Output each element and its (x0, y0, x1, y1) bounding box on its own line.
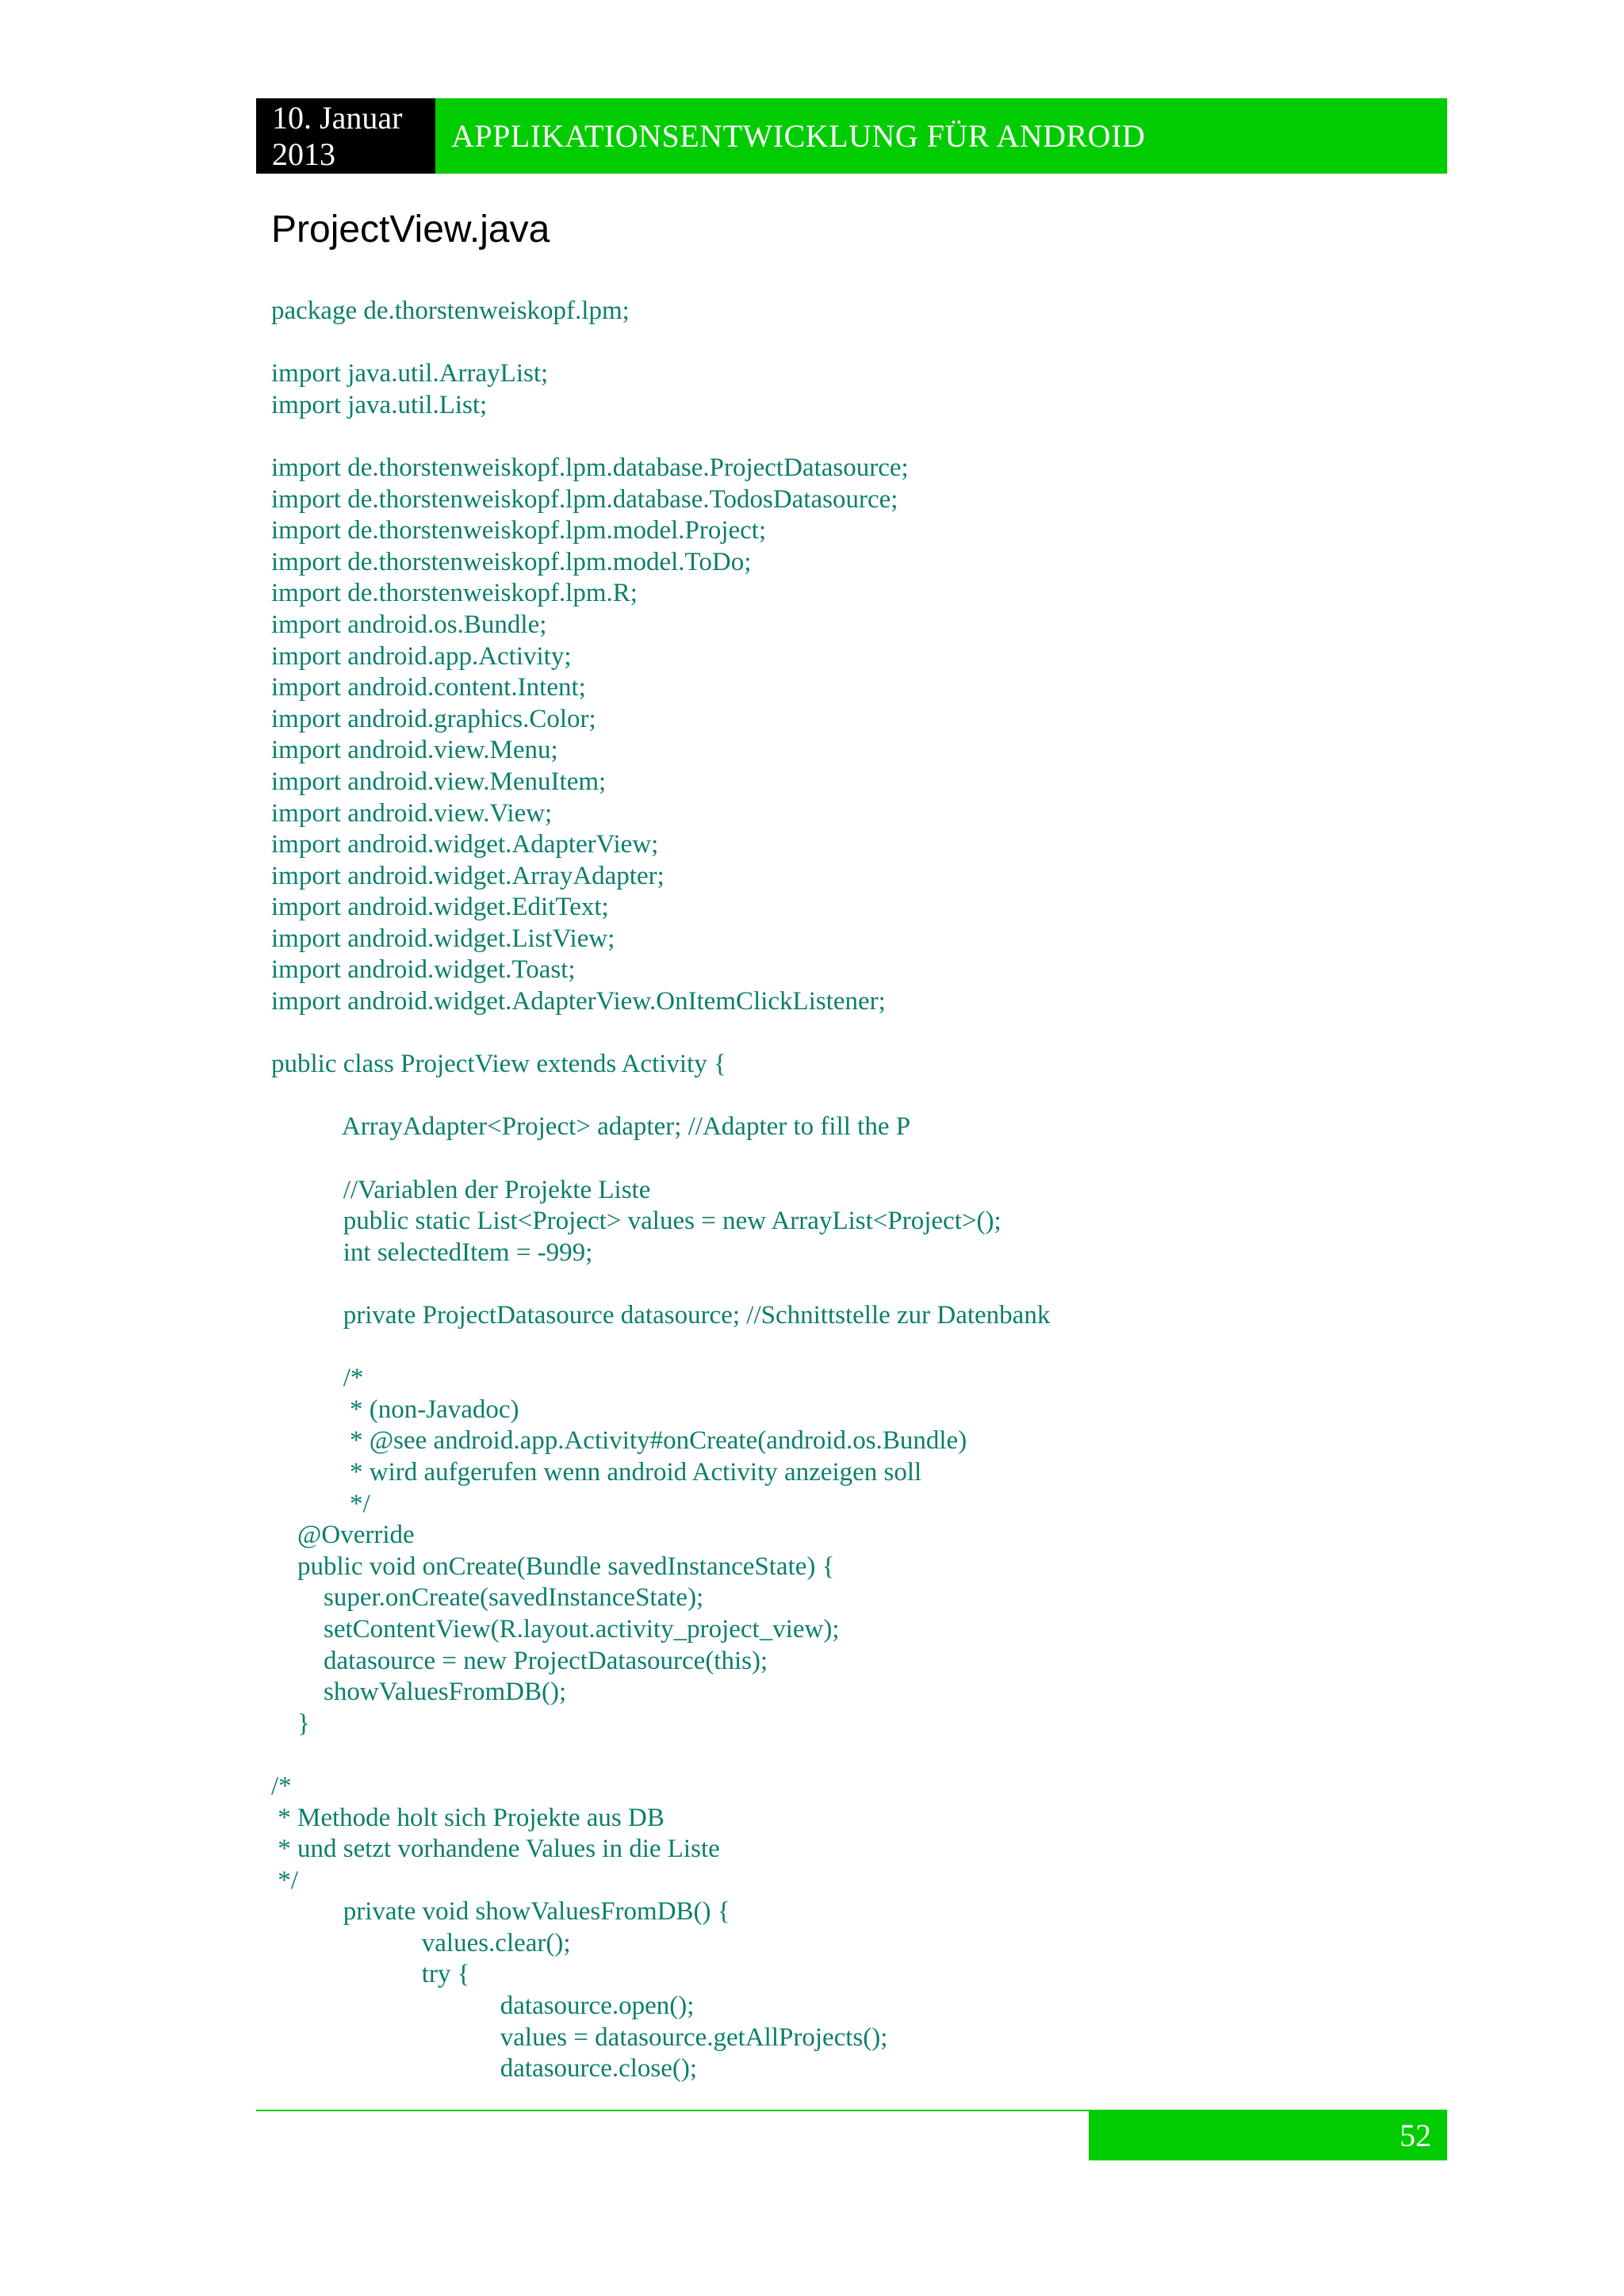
code-line (271, 327, 1050, 359)
code-line: * wird aufgerufen wenn android Activity anzeigen soll (271, 1457, 922, 1487)
code-line: import de.thorstenweiskopf.lpm.model.ToDo; (271, 547, 752, 576)
code-line: import android.view.Menu; (271, 736, 558, 765)
code-line: import java.util.List; (271, 390, 488, 419)
code-line: @Override (271, 1521, 415, 1550)
code-line: * Methode holt sich Projekte aus DB (271, 1803, 665, 1832)
code-line: import android.view.MenuItem; (271, 767, 607, 796)
code-line: private ProjectDatasource datasource; //Schnittstelle zur Datenbank (271, 1301, 1051, 1330)
code-line (271, 1143, 1050, 1175)
code-line: values = datasource.getAllProjects(); (271, 2022, 888, 2052)
code-line: import android.view.View; (271, 798, 553, 828)
code-line: import android.app.Activity; (271, 641, 572, 671)
code-line: import de.thorstenweiskopf.lpm.database.ProjectDatasource; (271, 453, 909, 482)
code-line: import android.widget.Toast; (271, 955, 576, 985)
code-line: int selectedItem = -999; (271, 1238, 593, 1267)
code-line: import de.thorstenweiskopf.lpm.R; (271, 579, 638, 608)
code-line: import android.widget.AdapterView.OnItemClickListener; (271, 987, 886, 1016)
code-line: /* (271, 1771, 292, 1800)
code-line: public class ProjectView extends Activity { (271, 1050, 726, 1079)
code-line: public void onCreate(Bundle savedInstanceState) { (271, 1552, 835, 1581)
code-line: * @see android.app.Activity#onCreate(android.os.Bundle) (271, 1426, 967, 1456)
code-line: */ (271, 1489, 370, 1518)
code-line: import android.widget.AdapterView; (271, 830, 659, 859)
code-line: try { (271, 1960, 470, 1989)
code-line (271, 1081, 1050, 1112)
code-line: import android.os.Bundle; (271, 610, 547, 639)
code-line: package de.thorstenweiskopf.lpm; (271, 297, 630, 325)
code-line: * und setzt vorhandene Values in die Liste (271, 1835, 720, 1864)
code-line: showValuesFromDB(); (271, 1678, 567, 1707)
code-line: import android.content.Intent; (271, 673, 586, 702)
code-line: import java.util.ArrayList; (271, 359, 549, 388)
footer-page-box (1089, 2110, 1447, 2160)
code-line: import de.thorstenweiskopf.lpm.database.TodosDatasource; (271, 484, 898, 514)
code-line: ArrayAdapter<Project> adapter; //Adapter to fill the P (271, 1112, 911, 1142)
code-line: setContentView(R.layout.activity_project_view); (271, 1614, 840, 1644)
code-line: public static List<Project> values = new ArrayList<Project>(); (271, 1207, 1002, 1236)
code-line (271, 421, 1050, 453)
code-line: */ (271, 1866, 298, 1895)
code-line: datasource.open(); (271, 1992, 695, 2021)
code-listing (271, 296, 1050, 2085)
code-line: super.onCreate(savedInstanceState); (271, 1583, 704, 1613)
code-line: datasource = new ProjectDatasource(this); (271, 1646, 768, 1675)
code-line: datasource.close(); (271, 2054, 698, 2084)
code-line: private void showValuesFromDB() { (271, 1897, 730, 1927)
code-line (271, 1739, 1050, 1771)
code-line (271, 1269, 1050, 1300)
code-line: import android.widget.ArrayAdapter; (271, 861, 665, 890)
header-title: APPLIKATIONSENTWICKLUNG FÜR ANDROID (451, 118, 1146, 154)
code-line: import de.thorstenweiskopf.lpm.model.Project; (271, 516, 767, 545)
header-date-box (256, 98, 435, 174)
code-line: } (271, 1709, 310, 1738)
code-line (271, 1018, 1050, 1050)
header-date-line1: 10. Januar (272, 99, 403, 136)
code-line (271, 1332, 1050, 1364)
header-title-bar (435, 98, 1447, 174)
code-line: * (non-Javadoc) (271, 1395, 519, 1424)
code-line: import android.widget.ListView; (271, 924, 615, 953)
page-number: 52 (1400, 2117, 1431, 2153)
header-date-line2: 2013 (272, 136, 335, 172)
code-line: values.clear(); (271, 1928, 571, 1957)
page-title: ProjectView.java (271, 209, 550, 251)
code-line: import android.widget.EditText; (271, 893, 609, 922)
code-line: /* (271, 1364, 364, 1393)
code-line: //Variablen der Projekte Liste (271, 1175, 651, 1204)
code-line: import android.graphics.Color; (271, 704, 596, 733)
